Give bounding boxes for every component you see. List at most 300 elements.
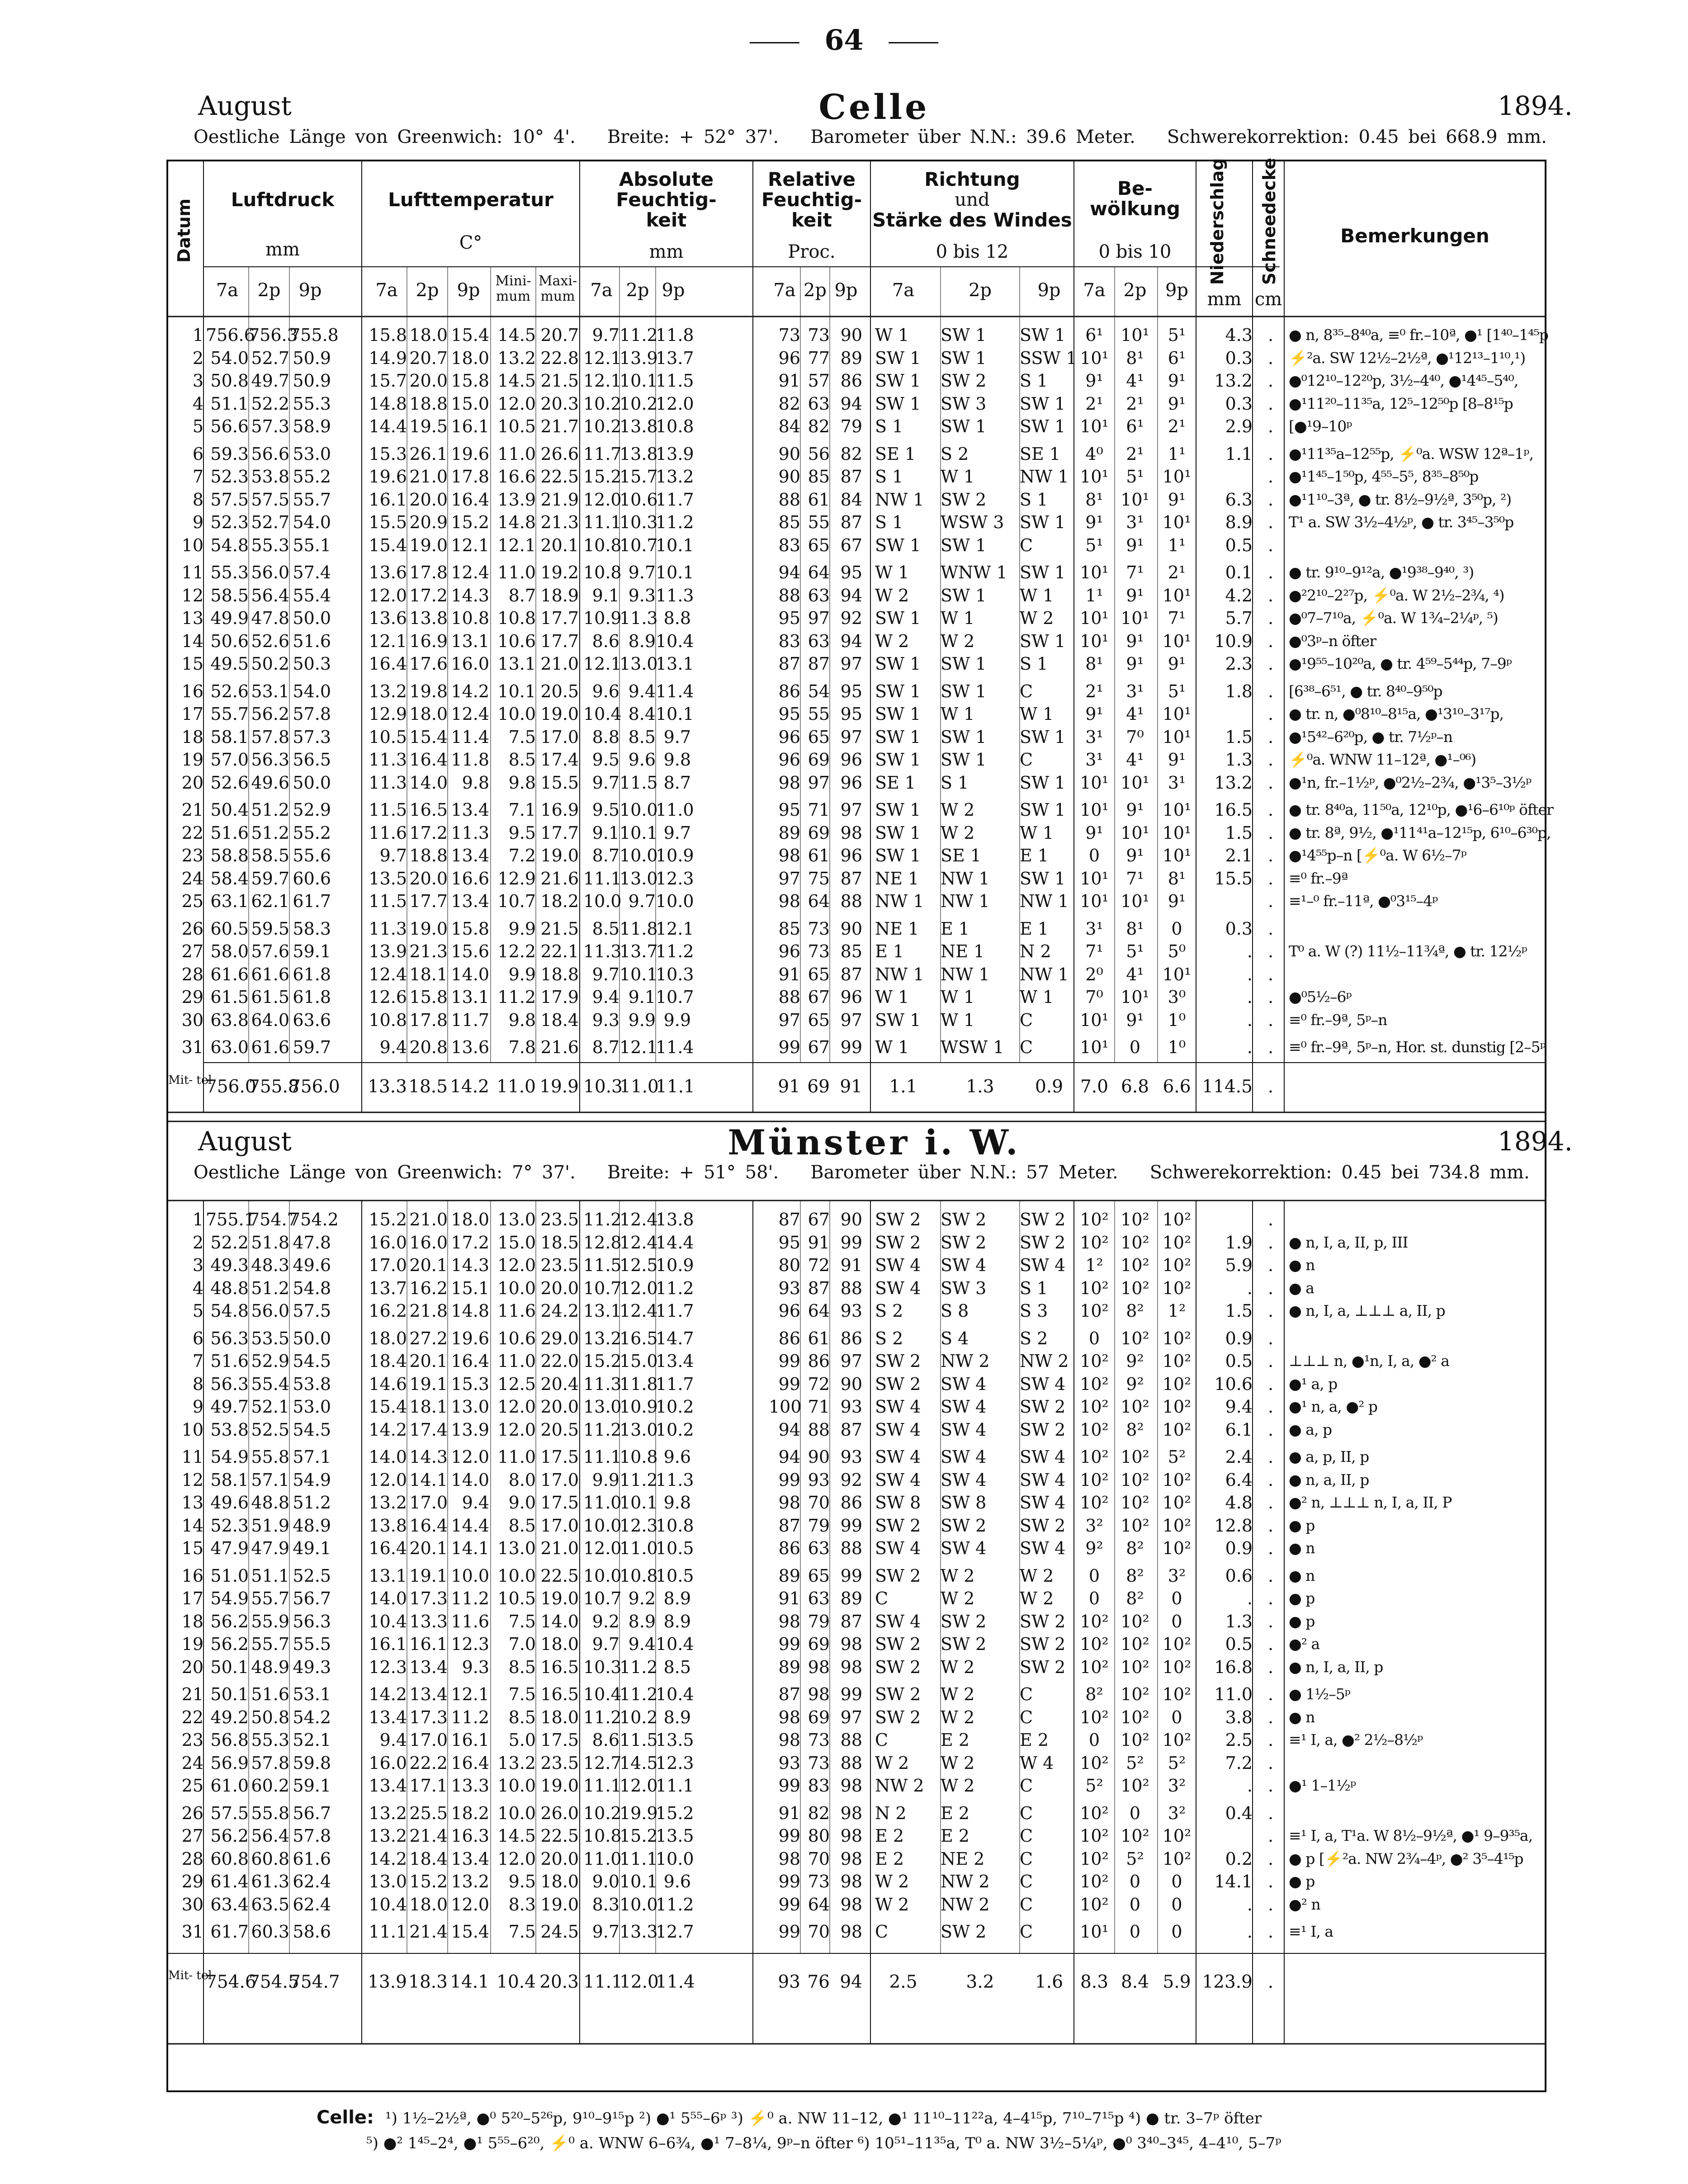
cell-tmax: 16.5	[540, 1684, 579, 1704]
cell-a9: 10.4	[656, 631, 694, 651]
cell-r7: 99	[778, 1351, 800, 1371]
cell-r7: 83	[778, 631, 800, 651]
cell-c2: 10²	[1121, 1611, 1149, 1631]
cell-w2: SW 2	[941, 489, 987, 510]
cell-p2: 55.3	[251, 1730, 289, 1750]
cell-w9: SW 1	[1020, 868, 1066, 889]
cell-r2: 65	[808, 964, 830, 984]
cell-w7: W 1	[875, 987, 909, 1007]
cell-c9: 10¹	[1162, 964, 1192, 984]
cell-p7: 56.6	[210, 416, 249, 436]
cell-day: 31	[181, 1922, 203, 1942]
cell-w2: SW 3	[941, 393, 987, 414]
cell-w9: SW 2	[1020, 1397, 1066, 1417]
cell-c9: 10²	[1162, 1538, 1192, 1558]
mean-tmin: 10.4	[496, 1972, 536, 1992]
cell-r2: 54	[808, 681, 830, 701]
cell-t7: 10.8	[369, 1010, 407, 1030]
cell-r2: 70	[808, 1922, 830, 1942]
cell-tmin: 13.2	[497, 348, 536, 368]
cell-tmax: 24.5	[540, 1922, 579, 1942]
cell-w7: W 2	[875, 1894, 909, 1915]
cell-tmax: 18.2	[540, 891, 579, 911]
cell-w9: SW 2	[1020, 1634, 1066, 1654]
cell-r2: 91	[808, 1232, 830, 1253]
cell-nied: 0.3	[1225, 393, 1253, 414]
cell-c7: 2⁰	[1085, 964, 1103, 984]
cell-tmax: 21.9	[540, 489, 579, 510]
cell-w9: SW 2	[1020, 1419, 1066, 1440]
cell-w2: SW 3	[941, 1278, 987, 1298]
cell-r7: 87	[778, 1684, 800, 1704]
cell-w2: SW 1	[941, 416, 987, 436]
cell-a7: 15.2	[583, 1351, 622, 1371]
cell-tmin: 9.9	[508, 918, 536, 939]
cell-c2: 2¹	[1126, 393, 1144, 414]
cell-c2: 3¹	[1126, 681, 1144, 701]
cell-day: 2	[192, 1232, 203, 1253]
cell-schnee: .	[1267, 727, 1274, 747]
cell-schnee: .	[1267, 1210, 1274, 1229]
cell-r7: 82	[778, 393, 800, 414]
cell-c7: 5²	[1085, 1776, 1103, 1796]
cell-r2: 67	[808, 1037, 830, 1057]
cell-a9: 11.1	[656, 1776, 694, 1796]
cell-w7: SW 1	[875, 823, 921, 843]
cell-r2: 67	[808, 1210, 830, 1229]
cell-c7: 3¹	[1085, 727, 1103, 747]
cell-a2: 10.3	[619, 512, 658, 532]
cell-p7: 58.8	[210, 846, 249, 865]
cell-c9: 10²	[1162, 1210, 1192, 1229]
cell-a9: 10.9	[656, 1255, 694, 1275]
cell-r9: 98	[840, 1922, 862, 1942]
cell-tmax: 19.0	[540, 704, 579, 724]
cell-p7: 61.4	[210, 1872, 249, 1891]
cell-p2: 55.8	[251, 1803, 289, 1823]
cell-tmin: 11.2	[497, 987, 536, 1007]
cell-rem: ●¹ 1–1½ᵖ	[1289, 1777, 1356, 1794]
cell-c7: 10²	[1080, 1351, 1109, 1371]
cell-p7: 54.9	[210, 1588, 249, 1608]
cell-t2: 17.0	[409, 1730, 448, 1750]
mean-c7: 7.0	[1080, 1077, 1109, 1097]
cell-nied: 5.7	[1225, 608, 1253, 628]
cell-p2: 53.8	[251, 467, 289, 487]
month-label: August	[198, 1126, 292, 1157]
cell-a2: 11.2	[619, 1470, 658, 1490]
cell-a2: 11.0	[619, 1538, 658, 1558]
cell-a7: 11.1	[583, 1447, 622, 1467]
cell-tmax: 18.0	[540, 1707, 579, 1727]
cell-r7: 85	[778, 918, 800, 939]
cell-r2: 73	[808, 1730, 830, 1750]
cell-a2: 12.5	[619, 1255, 658, 1275]
cell-a7: 9.1	[592, 823, 619, 843]
cell-w9: E 1	[1020, 846, 1049, 865]
cell-w9: C	[1020, 535, 1033, 555]
cell-r7: 93	[778, 1753, 800, 1773]
cell-c2: 9²	[1126, 1374, 1144, 1394]
cell-tmax: 17.5	[540, 1447, 579, 1467]
header-label: Bemerkungen	[1340, 225, 1489, 247]
cell-c2: 9¹	[1126, 800, 1144, 820]
mean-p2: 755.8	[249, 1077, 299, 1097]
cell-c9: 10²	[1162, 1351, 1192, 1371]
cell-t7: 9.4	[379, 1730, 407, 1750]
cell-schnee: .	[1267, 371, 1274, 391]
cell-a9: 8.9	[663, 1611, 691, 1631]
cell-w9: SW 1	[1020, 727, 1066, 747]
cell-tmax: 18.0	[540, 1872, 579, 1891]
cell-tmax: 17.0	[540, 1470, 579, 1490]
cell-t2: 20.1	[409, 1351, 448, 1371]
cell-schnee: .	[1267, 1922, 1274, 1942]
cell-nied: 8.9	[1225, 512, 1253, 532]
cell-nied: .	[1247, 987, 1253, 1007]
cell-p9: 57.3	[293, 727, 331, 747]
cell-tmax: 17.0	[540, 1515, 579, 1536]
cell-r7: 88	[778, 489, 800, 510]
cell-w2: W 2	[941, 1565, 975, 1586]
cell-w2: SW 2	[941, 1210, 987, 1229]
cell-a7: 10.8	[583, 563, 622, 582]
cell-nied: 0.5	[1225, 1634, 1253, 1654]
cell-p9: 50.0	[293, 608, 331, 628]
cell-w7: SW 4	[875, 1447, 921, 1467]
cell-t7: 13.2	[369, 1493, 407, 1513]
cell-tmax: 20.0	[540, 1397, 579, 1417]
cell-t2: 22.2	[409, 1753, 448, 1773]
cell-tmin: 15.0	[497, 1232, 536, 1253]
cell-w2: WSW 3	[941, 512, 1004, 532]
cell-a7: 9.7	[592, 1634, 619, 1654]
cell-a7: 12.0	[583, 1538, 622, 1558]
mean-t7: 13.3	[368, 1077, 407, 1097]
cell-t7: 17.0	[369, 1255, 407, 1275]
cell-t7: 12.9	[369, 704, 407, 724]
cell-r7: 86	[778, 1328, 800, 1348]
cell-w7: W 1	[875, 325, 909, 345]
cell-nied	[1198, 463, 1253, 490]
cell-r7: 95	[778, 1232, 800, 1253]
cell-w7: SW 2	[875, 1351, 921, 1371]
cell-rem: ●¹n, fr.–1½ᵖ, ●⁰2½–2¾, ●¹3⁵–3½ᵖ	[1289, 773, 1532, 791]
cell-c7: 10²	[1080, 1826, 1109, 1846]
station-metadata	[194, 1162, 1573, 1183]
cell-a7: 9.5	[592, 800, 619, 820]
cell-t2: 17.3	[409, 1707, 448, 1727]
cell-p2: 49.6	[251, 772, 289, 793]
cell-rem	[1289, 916, 1542, 942]
cell-a9: 10.5	[656, 1565, 694, 1586]
cell-nied: .	[1247, 1037, 1253, 1057]
cell-c7: 10¹	[1080, 891, 1109, 911]
cell-c7: 10²	[1080, 1397, 1109, 1417]
cell-a9: 12.1	[656, 918, 694, 939]
cell-w2: NW 1	[941, 964, 990, 984]
cell-r7: 97	[778, 1010, 800, 1030]
cell-r9: 98	[840, 1803, 862, 1823]
cell-p2: 52.7	[251, 348, 289, 368]
cell-p7: 61.7	[210, 1922, 249, 1942]
cell-a2: 9.4	[628, 681, 656, 701]
cell-r2: 64	[808, 891, 830, 911]
cell-a2: 10.1	[619, 823, 658, 843]
cell-c2: 10¹	[1121, 987, 1149, 1007]
cell-c7: 10¹	[1080, 467, 1109, 487]
cell-p9: 53.0	[293, 444, 331, 464]
cell-c9: 10²	[1162, 1730, 1192, 1750]
cell-c2: 8¹	[1126, 918, 1144, 939]
cell-nied: 2.1	[1225, 846, 1253, 865]
cell-nied: 2.3	[1225, 654, 1253, 674]
mean-w7: 2.5	[889, 1972, 917, 1992]
cell-c7: 1¹	[1085, 585, 1103, 605]
cell-w9: S 3	[1020, 1301, 1048, 1321]
cell-tmax: 23.5	[540, 1210, 579, 1229]
cell-r2: 79	[808, 1515, 830, 1536]
cell-w9: SW 4	[1020, 1374, 1066, 1394]
mean-nied: 114.5	[1202, 1077, 1253, 1097]
cell-t7: 14.2	[369, 1419, 407, 1440]
cell-p7: 63.0	[210, 1037, 249, 1057]
cell-tmin: 14.5	[497, 371, 536, 391]
cell-w7: C	[875, 1588, 889, 1608]
cell-c7: 10¹	[1080, 1010, 1109, 1030]
cell-rem: ≡¹ I, a, ●² 2½–8½ᵖ	[1289, 1731, 1423, 1749]
mean-r9: 94	[840, 1972, 862, 1992]
cell-nied: .	[1247, 941, 1253, 961]
cell-tmax: 21.5	[540, 918, 579, 939]
cell-tmin: 7.5	[508, 727, 536, 747]
cell-a9: 12.3	[656, 868, 694, 889]
cell-r2: 75	[808, 868, 830, 889]
cell-r7: 99	[778, 1374, 800, 1394]
cell-a7: 9.7	[592, 325, 619, 345]
cell-w2: W 2	[941, 1588, 975, 1608]
cell-w2: SW 4	[941, 1447, 987, 1467]
cell-tmin: 8.5	[508, 1515, 536, 1536]
cell-a9: 15.2	[656, 1803, 694, 1823]
cell-schnee: .	[1267, 1374, 1274, 1394]
cell-t9: 17.2	[451, 1232, 489, 1253]
cell-p2: 52.1	[251, 1397, 289, 1417]
cell-p2: 55.9	[251, 1611, 289, 1631]
cell-w2: SW 1	[941, 654, 987, 674]
cell-t7: 15.4	[369, 1397, 407, 1417]
cell-r9: 88	[840, 1538, 862, 1558]
cell-t2: 16.9	[409, 631, 448, 651]
cell-c2: 10²	[1121, 1707, 1149, 1727]
cell-p9: 55.2	[293, 467, 331, 487]
cell-p2: 56.0	[251, 563, 289, 582]
cell-w2: SW 2	[941, 1232, 987, 1253]
cell-t7: 13.6	[369, 563, 407, 582]
cell-w9: W 2	[1020, 608, 1054, 628]
cell-t9: 16.6	[451, 868, 489, 889]
cell-r9: 99	[840, 1684, 862, 1704]
cell-rem: ● tr. 9¹⁰–9¹²a, ●¹9³⁸–9⁴⁰, ³)	[1289, 563, 1474, 581]
header-label: mm	[649, 241, 684, 262]
cell-r2: 63	[808, 1538, 830, 1558]
cell-p7: 51.1	[210, 393, 249, 414]
cell-tmin: 12.2	[497, 941, 536, 961]
cell-rem: ● n	[1289, 1708, 1315, 1726]
cell-c7: 10²	[1080, 1374, 1109, 1394]
cell-p9: 61.6	[293, 1848, 331, 1869]
mean-r2: 69	[807, 1077, 830, 1097]
cell-p9: 55.6	[293, 846, 331, 865]
mean-w7: 1.1	[889, 1077, 917, 1097]
cell-c9: 0	[1171, 1611, 1182, 1631]
cell-w7: C	[875, 1730, 889, 1750]
cell-a9: 10.2	[656, 1397, 694, 1417]
cell-t2: 18.8	[409, 846, 448, 865]
cell-tmax: 23.5	[540, 1753, 579, 1773]
cell-a7: 12.7	[583, 1753, 622, 1773]
cell-p7: 52.3	[210, 1515, 249, 1536]
cell-a2: 9.7	[628, 891, 656, 911]
cell-day: 31	[181, 1037, 203, 1057]
cell-p7: 50.1	[210, 1657, 249, 1677]
cell-r9: 87	[840, 467, 862, 487]
cell-a7: 12.1	[583, 654, 622, 674]
cell-tmin: 8.0	[508, 1470, 536, 1490]
cell-tmin: 16.6	[497, 467, 536, 487]
cell-w2: SW 1	[941, 535, 987, 555]
cell-a2: 10.8	[619, 1565, 658, 1586]
cell-r2: 69	[808, 750, 830, 770]
cell-tmax: 17.7	[540, 823, 579, 843]
cell-a2: 11.8	[619, 1374, 658, 1394]
cell-t7: 15.5	[369, 512, 407, 532]
cell-c2: 10²	[1121, 1493, 1149, 1513]
cell-a7: 8.8	[592, 727, 619, 747]
cell-t2: 17.4	[409, 1419, 448, 1440]
cell-w7: SW 2	[875, 1515, 921, 1536]
mean-w2: 3.2	[966, 1972, 994, 1992]
cell-t2: 25.5	[409, 1803, 448, 1823]
cell-rem: ● a	[1289, 1279, 1314, 1297]
cell-p2: 51.2	[251, 800, 289, 820]
cell-a7: 12.1	[583, 371, 622, 391]
cell-c7: 10²	[1080, 1872, 1109, 1891]
cell-r2: 69	[808, 823, 830, 843]
cell-c2: 10¹	[1121, 772, 1149, 793]
cell-a7: 10.7	[583, 1278, 622, 1298]
cell-w7: S 1	[875, 467, 903, 487]
cell-p2: 51.6	[251, 1684, 289, 1704]
cell-a7: 9.2	[592, 1611, 619, 1631]
cell-c7: 10²	[1080, 1707, 1109, 1727]
cell-t7: 13.7	[369, 1278, 407, 1298]
cell-tmin: 9.0	[508, 1493, 536, 1513]
header-label: mm	[1207, 289, 1242, 310]
header-label: 7a	[216, 280, 239, 301]
cell-p2: 56.3	[251, 750, 289, 770]
cell-day: 15	[181, 1538, 203, 1558]
cell-a9: 10.9	[656, 846, 694, 865]
cell-schnee: .	[1267, 654, 1274, 674]
cell-t9: 18.2	[451, 1803, 489, 1823]
cell-rem: ●¹11³⁵a–12⁵⁵p, ⚡⁰a. WSW 12ª–1ᵖ,	[1289, 444, 1533, 463]
cell-p7: 54.8	[210, 535, 249, 555]
cell-r9: 87	[840, 512, 862, 532]
cell-r2: 82	[808, 1803, 830, 1823]
cell-c7: 9¹	[1085, 704, 1103, 724]
cell-w7: SW 1	[875, 608, 921, 628]
cell-a2: 11.5	[619, 772, 658, 793]
cell-t2: 18.8	[409, 393, 448, 414]
cell-w9: SW 2	[1020, 1232, 1066, 1253]
cell-t9: 15.4	[451, 1922, 489, 1942]
cell-nied: 1.5	[1225, 1301, 1253, 1321]
cell-tmin: 14.8	[497, 512, 536, 532]
cell-c2: 10¹	[1121, 823, 1149, 843]
cell-r9: 97	[840, 727, 862, 747]
cell-t2: 18.4	[409, 1848, 448, 1869]
cell-rem: ●¹1⁴⁵–1⁵⁰p, 4⁵⁵–5⁵, 8³⁵–8⁵⁰p	[1289, 468, 1479, 485]
cell-t7: 13.6	[369, 608, 407, 628]
header-label: 9p	[298, 280, 322, 301]
cell-c2: 9²	[1126, 1351, 1144, 1371]
cell-tmax: 26.6	[540, 444, 579, 464]
cell-c7: 0	[1088, 1588, 1100, 1608]
cell-a7: 9.3	[592, 1010, 619, 1030]
cell-a7: 10.0	[583, 1515, 622, 1536]
cell-c9: 10¹	[1162, 512, 1192, 532]
cell-day: 17	[181, 704, 203, 724]
longitude: Oestliche Länge von Greenwich: 10° 4'.	[194, 127, 576, 147]
cell-tmin: 11.0	[497, 1351, 536, 1371]
cell-c7: 1²	[1085, 1255, 1103, 1275]
cell-day: 13	[181, 608, 203, 628]
cell-r7: 88	[778, 987, 800, 1007]
cell-p7: 60.8	[210, 1848, 249, 1869]
cell-r9: 90	[840, 1210, 862, 1229]
cell-a7: 12.0	[583, 489, 622, 510]
cell-tmin: 12.5	[497, 1374, 536, 1394]
header-label: 0 bis 12	[936, 241, 1009, 262]
cell-tmax: 23.5	[540, 1255, 579, 1275]
cell-c9: 1⁰	[1168, 1037, 1186, 1057]
cell-w2: W 2	[941, 1657, 975, 1677]
cell-p9: 61.8	[293, 964, 331, 984]
cell-a7: 10.4	[583, 704, 622, 724]
cell-nied: 1.5	[1225, 823, 1253, 843]
cell-c2: 5¹	[1126, 941, 1144, 961]
cell-schnee: .	[1267, 1848, 1274, 1869]
cell-c7: 8¹	[1085, 654, 1103, 674]
cell-t9: 10.0	[451, 1565, 489, 1586]
cell-r7: 83	[778, 535, 800, 555]
cell-p9: 49.1	[293, 1538, 331, 1558]
cell-c7: 8²	[1085, 1684, 1103, 1704]
cell-day: 14	[181, 1515, 203, 1536]
cell-r2: 73	[808, 1872, 830, 1891]
cell-t2: 17.8	[409, 563, 448, 582]
cell-a2: 13.0	[619, 868, 658, 889]
cell-r9: 96	[840, 772, 862, 793]
cell-w9: SW 1	[1020, 800, 1066, 820]
cell-r7: 91	[778, 1803, 800, 1823]
cell-a9: 10.5	[656, 1538, 694, 1558]
cell-a9: 10.4	[656, 1684, 694, 1704]
cell-w7: W 2	[875, 1872, 909, 1891]
cell-r9: 92	[840, 1470, 862, 1490]
cell-c9: 10¹	[1162, 800, 1192, 820]
